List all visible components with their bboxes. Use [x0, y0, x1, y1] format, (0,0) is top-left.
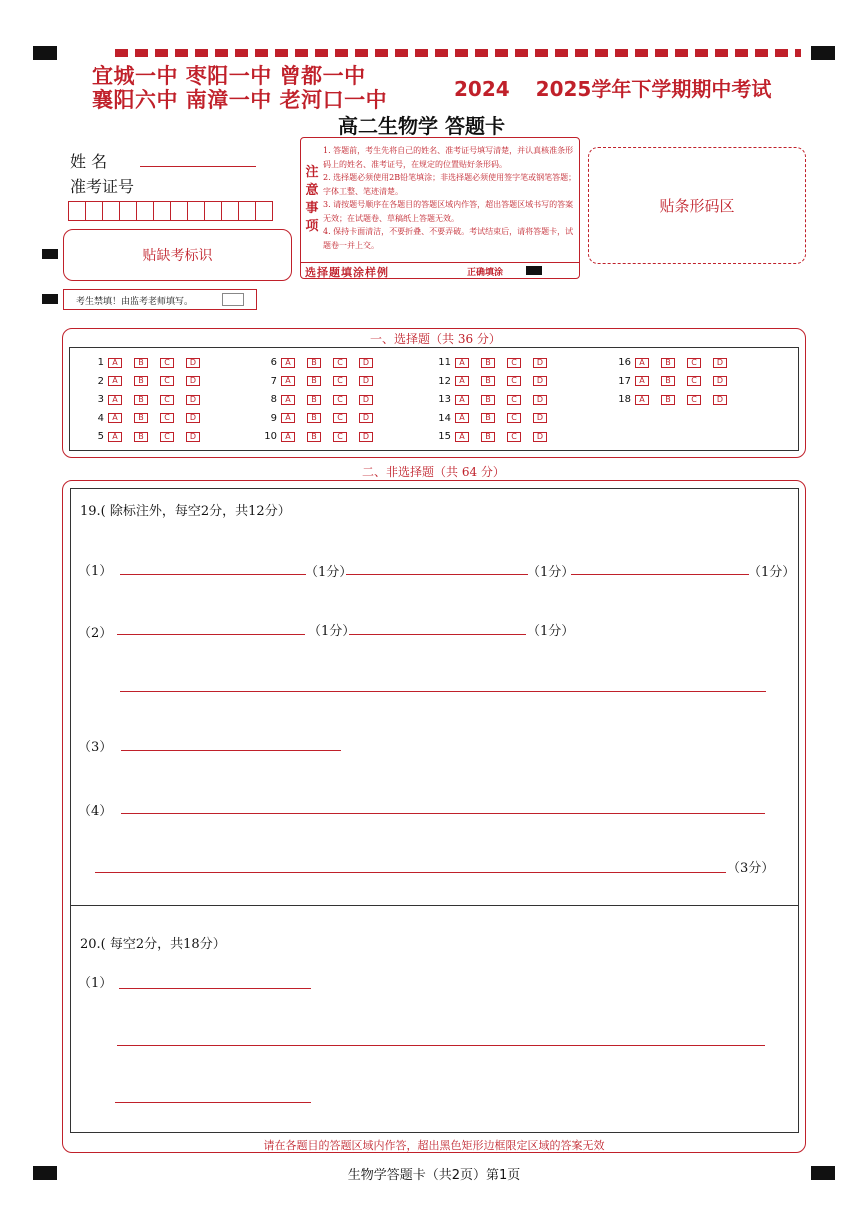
alignment-mark-left-2 — [42, 294, 58, 304]
mc-option-bubble[interactable]: D — [359, 358, 373, 368]
mc-question-row — [429, 376, 559, 387]
school-names-line1: 宜城一中 枣阳一中 曾都一中 — [92, 64, 366, 88]
mc-question-row — [82, 376, 212, 387]
mc-option-bubble[interactable]: A — [635, 376, 649, 386]
q19-part1-score2: （1分） — [527, 565, 575, 580]
mc-option-bubble[interactable]: B — [134, 376, 148, 386]
mc-question-row — [82, 394, 212, 405]
mc-option-bubble[interactable]: D — [186, 413, 200, 423]
missing-exam-label: 贴缺考标识 — [142, 248, 213, 264]
free-response-inner-frame — [70, 488, 799, 1133]
mc-option-bubble[interactable]: D — [359, 376, 373, 386]
mc-option-bubble[interactable]: A — [635, 358, 649, 368]
mc-option-bubble[interactable]: B — [481, 358, 495, 368]
q20-part1-label: （1） — [78, 976, 113, 991]
mc-option-bubble[interactable]: D — [713, 358, 727, 368]
notice-item: 2. 选择题必须使用2B铅笔填涂；非选择题必须使用签字笔或钢笔答题；字体工整、笔迹清楚。 — [323, 173, 577, 196]
mc-option-bubble[interactable]: B — [661, 376, 675, 386]
top-dashed-bar — [115, 49, 801, 57]
mc-question-number: 3 — [97, 394, 104, 405]
correct-fill-label: 正确填涂 — [467, 268, 504, 278]
school-names-line2: 襄阳六中 南漳一中 老河口一中 — [92, 88, 388, 112]
mc-question-number: 17 — [618, 375, 631, 387]
proctor-fill-box[interactable] — [222, 293, 244, 306]
mc-question-row — [82, 357, 212, 368]
page-footer: 生物学答题卡（共2页）第1页 — [347, 1168, 521, 1183]
notice-item: 4. 保持卡面清洁，不要折叠、不要弄破。考试结束后，请将答题卡，试题卷一并上交。 — [323, 227, 574, 250]
mc-option-bubble[interactable]: A — [455, 413, 469, 423]
mc-question-number: 16 — [618, 357, 631, 368]
mc-question-number: 7 — [270, 375, 277, 387]
mc-option-bubble[interactable]: A — [108, 358, 122, 368]
mc-option-bubble[interactable]: B — [307, 358, 321, 368]
mc-option-bubble[interactable]: B — [307, 395, 321, 405]
mc-option-bubble[interactable]: D — [186, 432, 200, 442]
q19-part1-blank2[interactable] — [346, 574, 528, 575]
mc-option-bubble[interactable]: D — [533, 376, 547, 386]
mc-option-bubble[interactable]: A — [281, 432, 295, 442]
mc-option-bubble[interactable]: C — [507, 413, 521, 423]
mc-option-bubble[interactable]: A — [108, 413, 122, 423]
mc-option-bubble[interactable]: A — [455, 432, 469, 442]
q19-part2-blank1[interactable] — [117, 634, 305, 635]
notice-list — [323, 144, 577, 252]
q19-part2-blank3[interactable] — [120, 691, 766, 692]
mc-option-bubble[interactable]: C — [333, 376, 347, 386]
mc-question-number: 12 — [438, 375, 451, 387]
mc-option-bubble[interactable]: A — [281, 413, 295, 423]
mc-option-bubble[interactable]: C — [687, 376, 701, 386]
mc-option-bubble[interactable]: C — [507, 358, 521, 368]
mc-question-number: 15 — [438, 431, 451, 442]
mc-option-bubble[interactable]: C — [333, 432, 347, 442]
mc-option-bubble[interactable]: A — [281, 376, 295, 386]
mc-option-bubble[interactable]: B — [134, 432, 148, 442]
q19-part2-score2: （1分） — [527, 624, 575, 639]
mc-option-bubble[interactable]: C — [507, 395, 521, 405]
mc-option-bubble[interactable]: D — [186, 395, 200, 405]
q19-part3-blank[interactable] — [121, 750, 341, 751]
q19-part3-label: （3） — [78, 740, 113, 755]
mc-question-number: 8 — [270, 394, 277, 405]
question-20-title: 20.( 每空2分，共18分） — [80, 937, 226, 952]
mc-question-row — [255, 394, 385, 405]
q19-part4-label: （4） — [78, 804, 113, 819]
q19-part2-score1: （1分） — [308, 624, 356, 639]
mc-option-bubble[interactable]: B — [661, 395, 675, 405]
mc-option-bubble[interactable]: C — [160, 376, 174, 386]
barcode-label: 贴条形码区 — [659, 197, 735, 215]
mc-option-bubble[interactable]: B — [134, 413, 148, 423]
mc-question-row — [255, 413, 385, 424]
q19-part4-blank1[interactable] — [121, 813, 765, 814]
notice-heading: 注 意 事 项 — [305, 165, 319, 234]
question-divider — [70, 905, 799, 906]
proctor-box — [63, 289, 257, 310]
mc-question-row — [609, 357, 739, 368]
mc-option-bubble[interactable]: B — [661, 358, 675, 368]
answer-area-warning: 请在各题目的答题区域内作答，超出黑色矩形边框限定区域的答案无效 — [263, 1139, 605, 1152]
mc-option-bubble[interactable]: B — [307, 413, 321, 423]
mc-option-bubble[interactable]: D — [713, 376, 727, 386]
question-19-title: 19.( 除标注外，每空2分，共12分） — [80, 504, 291, 519]
barcode-area — [588, 147, 806, 264]
mc-option-bubble[interactable]: C — [160, 358, 174, 368]
mc-option-bubble[interactable]: A — [455, 376, 469, 386]
mc-question-number: 2 — [97, 375, 104, 387]
multiple-choice-title: 一、选择题（共 36 分） — [366, 330, 505, 347]
mc-option-bubble[interactable]: A — [281, 358, 295, 368]
mc-option-bubble[interactable]: D — [533, 358, 547, 368]
q20-part1-blank3[interactable] — [115, 1102, 311, 1103]
fill-sample-label: 选择题填涂样例 — [305, 266, 389, 279]
mc-question-number: 14 — [438, 412, 451, 424]
exam-id-label: 准考证号 — [70, 177, 135, 196]
mc-option-bubble[interactable]: C — [687, 395, 701, 405]
mc-option-bubble[interactable]: B — [307, 432, 321, 442]
mc-question-row — [255, 357, 385, 368]
mc-option-bubble[interactable]: B — [481, 376, 495, 386]
fill-sample-row — [301, 262, 579, 279]
notice-box — [300, 137, 580, 279]
mc-option-bubble[interactable]: C — [160, 413, 174, 423]
q19-part2-label: （2） — [78, 626, 113, 641]
exam-year-start: 2024 — [454, 77, 510, 101]
name-field[interactable] — [140, 166, 256, 167]
mc-option-bubble[interactable]: C — [333, 413, 347, 423]
name-label: 姓 名 — [70, 152, 108, 171]
mc-question-row — [609, 376, 739, 387]
alignment-mark-top-right — [811, 46, 835, 60]
q19-part1-blank1[interactable] — [120, 574, 306, 575]
mc-option-bubble[interactable]: D — [533, 395, 547, 405]
q19-part4-blank2[interactable] — [95, 872, 726, 873]
mc-option-bubble[interactable]: B — [481, 395, 495, 405]
mc-question-number: 18 — [618, 394, 631, 405]
mc-option-bubble[interactable]: A — [108, 432, 122, 442]
q19-part4-score: （3分） — [727, 861, 775, 876]
mc-option-bubble[interactable]: D — [533, 413, 547, 423]
mc-option-bubble[interactable]: A — [455, 358, 469, 368]
mc-option-bubble[interactable]: B — [134, 395, 148, 405]
mc-option-bubble[interactable]: D — [713, 395, 727, 405]
missing-exam-sticker-box — [63, 229, 292, 281]
mc-option-bubble[interactable]: C — [160, 395, 174, 405]
q19-part2-blank2[interactable] — [349, 634, 526, 635]
mc-option-bubble[interactable]: C — [160, 432, 174, 442]
mc-question-number: 13 — [438, 394, 451, 405]
q19-part1-label: （1） — [78, 564, 113, 579]
exam-id-boxes[interactable] — [68, 201, 272, 221]
q20-part1-blank2[interactable] — [117, 1045, 765, 1046]
mc-option-bubble[interactable]: D — [186, 376, 200, 386]
mc-option-bubble[interactable]: B — [134, 358, 148, 368]
free-response-title: 二、非选择题（共 64 分） — [358, 463, 509, 480]
notice-item: 3. 请按题号顺序在各题目的答题区域内作答，超出答题区域书写的答案无效；在试题卷、草稿纸上答题无效。 — [323, 200, 574, 223]
mc-question-row — [429, 413, 559, 424]
q19-part1-blank3[interactable] — [571, 574, 749, 575]
mc-option-bubble[interactable]: A — [455, 395, 469, 405]
mc-question-number: 1 — [97, 357, 104, 368]
exam-title — [454, 73, 771, 102]
mc-option-bubble[interactable]: C — [507, 432, 521, 442]
mc-option-bubble[interactable]: C — [507, 376, 521, 386]
correct-fill-sample — [526, 266, 542, 275]
mc-option-bubble[interactable]: C — [333, 395, 347, 405]
mc-question-row — [82, 413, 212, 424]
q20-part1-blank1[interactable] — [119, 988, 311, 989]
mc-option-bubble[interactable]: D — [359, 395, 373, 405]
mc-question-number: 6 — [270, 357, 277, 368]
mc-option-bubble[interactable]: D — [186, 358, 200, 368]
mc-question-number: 9 — [270, 412, 277, 424]
q19-part1-score1: （1分） — [305, 565, 353, 580]
mc-question-row — [82, 431, 212, 442]
mc-option-bubble[interactable]: B — [307, 376, 321, 386]
q19-part1-score3: （1分） — [748, 565, 796, 580]
alignment-mark-left-1 — [42, 249, 58, 259]
mc-question-row — [255, 431, 385, 442]
proctor-note: 考生禁填！由监考老师填写。 — [76, 297, 194, 307]
mc-question-row — [429, 357, 559, 368]
mc-option-bubble[interactable]: A — [281, 395, 295, 405]
mc-question-number: 10 — [264, 431, 277, 442]
mc-option-bubble[interactable]: D — [359, 413, 373, 423]
mc-question-row — [255, 376, 385, 387]
mc-question-number: 11 — [438, 357, 451, 368]
mc-option-bubble[interactable]: D — [533, 432, 547, 442]
mc-question-row — [609, 394, 739, 405]
alignment-mark-top-left — [33, 46, 57, 60]
mc-option-bubble[interactable]: B — [481, 432, 495, 442]
notice-item: 1. 答题前，考生先将自己的姓名、准考证号填写清楚，并认真核准条形码上的姓名、准考证号，在规定的位置贴好条形码。 — [323, 146, 574, 169]
mc-question-row — [429, 431, 559, 442]
mc-question-number: 4 — [97, 412, 104, 424]
mc-question-row — [429, 394, 559, 405]
mc-option-bubble[interactable]: B — [481, 413, 495, 423]
subject-title: 高二生物学 答题卡 — [338, 114, 505, 138]
mc-option-bubble[interactable]: A — [108, 376, 122, 386]
mc-option-bubble[interactable]: A — [108, 395, 122, 405]
mc-option-bubble[interactable]: A — [635, 395, 649, 405]
mc-option-bubble[interactable]: C — [333, 358, 347, 368]
mc-option-bubble[interactable]: D — [359, 432, 373, 442]
mc-question-number: 5 — [97, 431, 104, 442]
exam-year-rest: 2025学年下学期期中考试 — [535, 77, 772, 101]
mc-option-bubble[interactable]: C — [687, 358, 701, 368]
